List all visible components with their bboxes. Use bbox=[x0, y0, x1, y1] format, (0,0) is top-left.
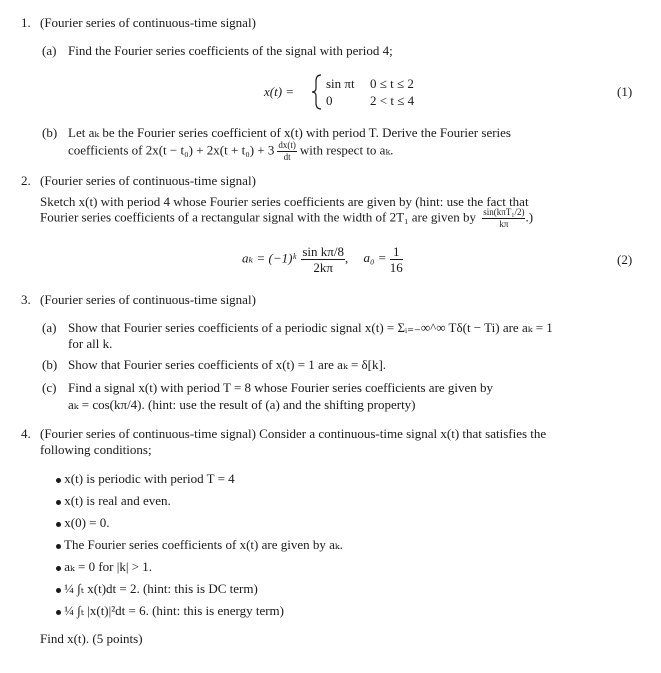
q2-line1: Sketch x(t) with period 4 whose Fourier series coefficients are given by (hint: use the fact that bbox=[40, 194, 529, 209]
q1b-derivative-fraction bbox=[277, 141, 297, 162]
q4-bullet-text: ¼ ∫ₜ x(t)dt = 2. (hint: this is DC term) bbox=[64, 581, 258, 596]
q4-bullet-text: x(t) is periodic with period T = 4 bbox=[64, 471, 235, 486]
q1b-line2 bbox=[68, 141, 393, 162]
q2-a0-den: 16 bbox=[389, 260, 403, 275]
q3a-line1: Show that Fourier series coefficients of a periodic signal x(t) = Σᵢ₌₋∞^∞ Tδ(t − Ti) are aₖ = 1 bbox=[68, 320, 553, 335]
q2-equation-number: (2) bbox=[617, 252, 633, 267]
q2-line2 bbox=[40, 208, 533, 229]
q1a-label: (a) bbox=[42, 43, 57, 58]
q4-bullet-2 bbox=[56, 494, 171, 507]
q4-bullet-text: The Fourier series coefficients of x(t) are given by aₖ. bbox=[64, 537, 343, 552]
q2-a0-lhs: a₀ = bbox=[363, 250, 387, 266]
q3-number: 3. bbox=[21, 292, 31, 307]
q3c-line2: aₖ = cos(kπ/4). (hint: use the result of (a) and the shifting property) bbox=[68, 397, 416, 412]
q2-hint-num: sin(kπT₁/2) bbox=[483, 207, 525, 217]
q3a-line2: for all k. bbox=[68, 336, 113, 351]
q1-case2-condition: 2 < t ≤ 4 bbox=[370, 93, 415, 108]
q1b-line2-pre: coefficients of 2x(t − t₀) + 2x(t + t₀) + 3 bbox=[68, 142, 275, 158]
q2-number: 2. bbox=[21, 173, 31, 188]
q1-case1-expr: sin πt bbox=[326, 76, 355, 91]
bullet-icon bbox=[56, 566, 61, 571]
bullet-icon bbox=[56, 478, 61, 483]
q2-eq-lhs: aₖ = (−1)ᵏ bbox=[242, 250, 297, 266]
q2-eq-num: sin kπ/8 bbox=[302, 244, 344, 259]
q4-bullet-6 bbox=[56, 582, 258, 595]
q4-bullet-text: x(t) is real and even. bbox=[64, 493, 171, 508]
q1b-label: (b) bbox=[42, 125, 58, 140]
q4-line1: (Fourier series of continuous-time signal) Consider a continuous-time signal x(t) that satisfies the bbox=[40, 426, 547, 441]
q2-line2-pre: Fourier series coefficients of a rectangular signal with the width of 2T₁ are given by bbox=[40, 209, 477, 225]
bullet-icon bbox=[56, 610, 61, 615]
q1-case1-condition: 0 ≤ t ≤ 2 bbox=[370, 76, 414, 91]
q2-eq-den: 2kπ bbox=[313, 260, 333, 275]
q2-a0-num: 1 bbox=[390, 245, 403, 260]
q1b-frac-num: dx(t) bbox=[278, 140, 296, 150]
q3b-label: (b) bbox=[42, 357, 58, 372]
q1-number: 1. bbox=[21, 15, 31, 30]
q1-equation-lhs: x(t) = bbox=[264, 84, 295, 99]
q4-bullet-4 bbox=[56, 538, 343, 551]
q3c-line1: Find a signal x(t) with period T = 8 whose Fourier series coefficients are given by bbox=[68, 380, 494, 395]
q4-bullet-7 bbox=[56, 604, 284, 617]
q2-equation bbox=[242, 245, 403, 274]
q1b-frac-den: dt bbox=[283, 152, 291, 162]
q1-equation-number: (1) bbox=[617, 84, 633, 99]
q4-bullet-text: ¼ ∫ₜ |x(t)|²dt = 6. (hint: this is energy term) bbox=[64, 603, 284, 618]
bullet-icon bbox=[56, 588, 61, 593]
q4-bullet-text: x(0) = 0. bbox=[64, 515, 110, 530]
q1b-line2-post: with respect to aₖ. bbox=[299, 142, 394, 158]
q2-title: (Fourier series of continuous-time signal) bbox=[40, 173, 256, 188]
q4-closing: Find x(t). (5 points) bbox=[40, 631, 143, 646]
q4-bullet-text: aₖ = 0 for |k| > 1. bbox=[64, 559, 153, 574]
q4-bullet-5 bbox=[56, 560, 152, 573]
q2-eq-separator: , bbox=[344, 250, 349, 266]
q4-number: 4. bbox=[21, 426, 31, 441]
q2-hint-fraction bbox=[482, 208, 525, 229]
bullet-icon bbox=[56, 544, 61, 549]
q1-case2-expr: 0 bbox=[326, 93, 333, 108]
q3-title: (Fourier series of continuous-time signal) bbox=[40, 292, 256, 307]
q2-a0-fraction bbox=[390, 245, 403, 274]
q3a-label: (a) bbox=[42, 320, 57, 335]
q4-bullet-1 bbox=[56, 472, 235, 485]
q2-eq-fraction bbox=[301, 245, 345, 274]
q2-hint-den: kπ bbox=[499, 219, 509, 229]
q2-line2-post: .) bbox=[525, 209, 534, 225]
q1-left-brace bbox=[311, 74, 323, 110]
q1a-text: Find the Fourier series coefficients of the signal with period 4; bbox=[68, 43, 393, 58]
bullet-icon bbox=[56, 522, 61, 527]
bullet-icon bbox=[56, 500, 61, 505]
q4-bullet-3 bbox=[56, 516, 110, 529]
q1-title: (Fourier series of continuous-time signal) bbox=[40, 15, 256, 30]
q3c-label: (c) bbox=[42, 380, 57, 395]
q3b-text: Show that Fourier series coefficients of x(t) = 1 are aₖ = δ[k]. bbox=[68, 357, 387, 372]
q1b-line1: Let aₖ be the Fourier series coefficient of x(t) with period T. Derive the Fourier series bbox=[68, 125, 511, 140]
q4-line2: following conditions; bbox=[40, 442, 152, 457]
